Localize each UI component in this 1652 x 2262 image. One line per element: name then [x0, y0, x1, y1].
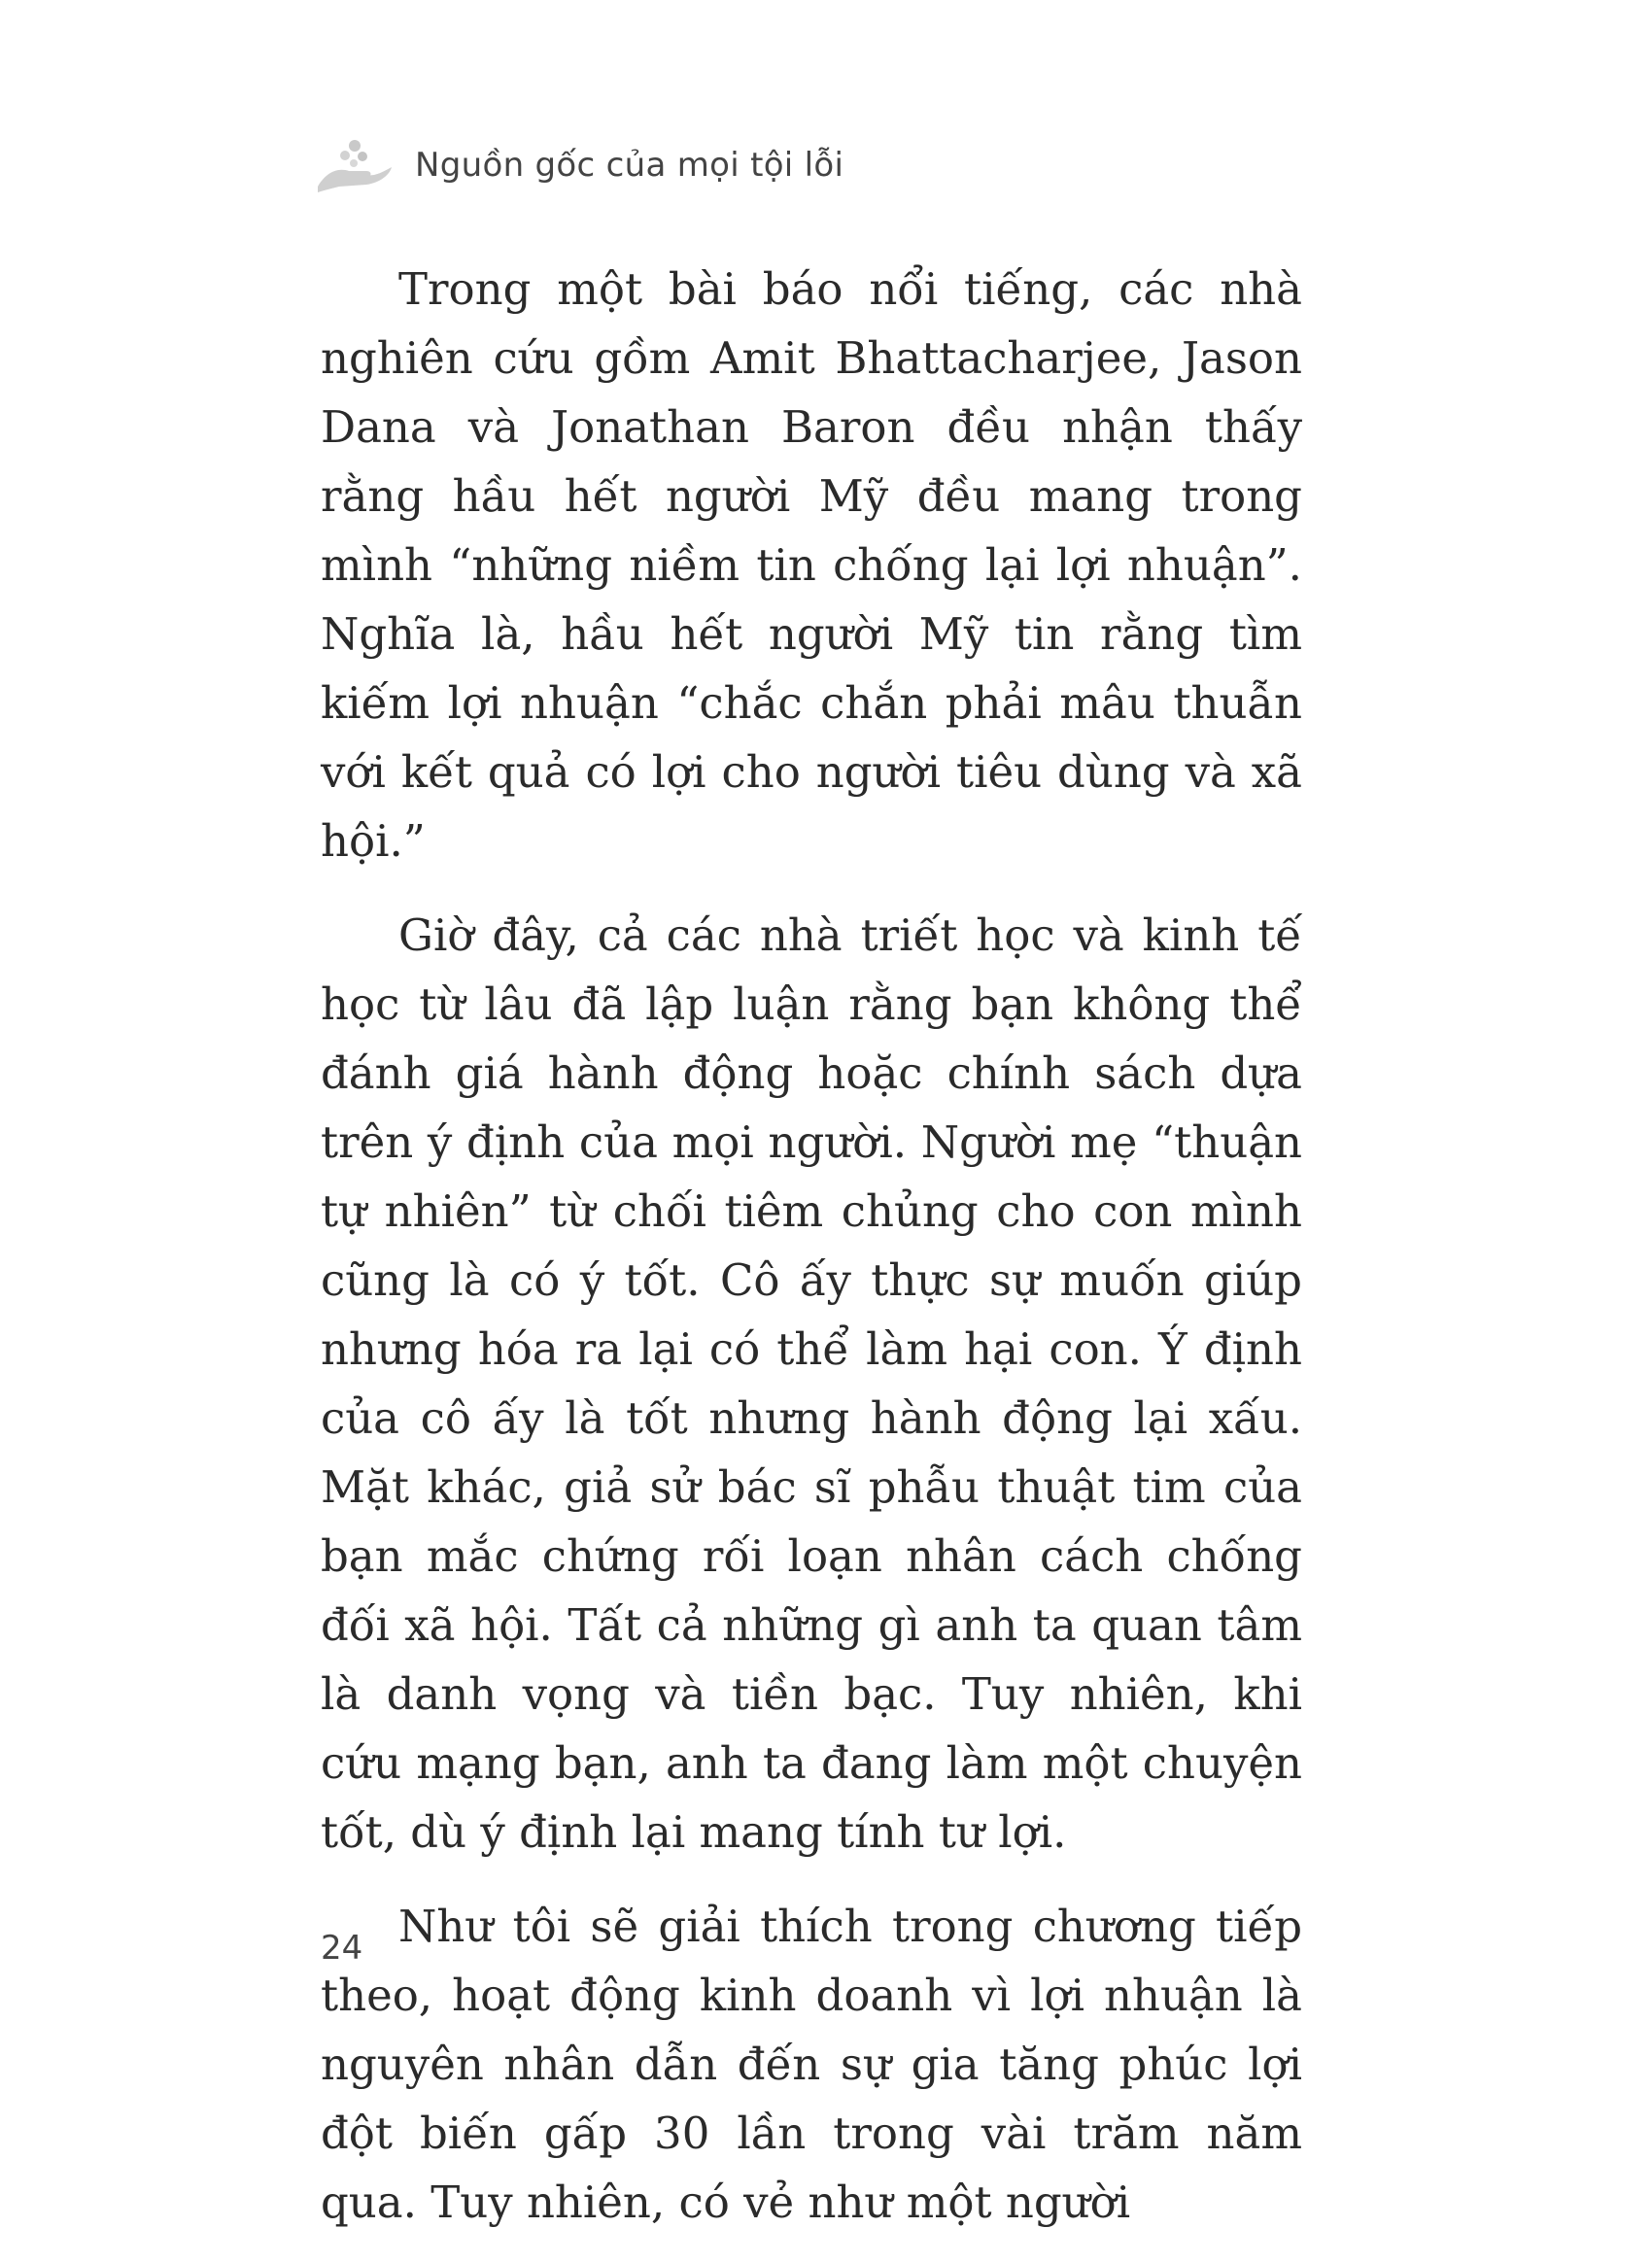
- paragraph: Trong một bài báo nổi tiếng, các nhà nghiên cứu gồm Amit Bhattacharjee, Jason Dana và Jonathan Baron đều nhận thấy rằng hầu hết người Mỹ đều mang trong mình “những niềm tin chống lại lợi nhuận”. Nghĩa là, hầu hết người Mỹ tin rằng tìm kiếm lợi nhuận “chắc chắn phải mâu thuẫn với kết quả có lợi cho người tiêu dùng và xã hội.”: [321, 263, 1302, 867]
- chapter-title: Nguồn gốc của mọi tội lỗi: [415, 146, 844, 185]
- paragraph: Giờ đây, cả các nhà triết học và kinh tế học từ lâu đã lập luận rằng bạn không thể đánh giá hành động hoặc chính sách dựa trên ý định của mọi người. Người mẹ “thuận tự nhiên” từ chối tiêm chủng cho con mình cũng là có ý tốt. Cô ấy thực sự muốn giúp nhưng hóa ra lại có thể làm hại con. Ý định của cô ấy là tốt nhưng hành động lại xấu. Mặt khác, giả sử bác sĩ phẫu thuật tim của bạn mắc chứng rối loạn nhân cách chống đối xã hội. Tất cả những gì anh ta quan tâm là danh vọng và tiền bạc. Tuy nhiên, khi cứu mạng bạn, anh ta đang làm một chuyện tốt, dù ý định lại mang tính tư lợi.: [321, 909, 1302, 1858]
- hand-holding-coins-icon: [316, 138, 394, 192]
- page-number: 24: [321, 1929, 363, 1968]
- body-text: [321, 255, 1302, 2262]
- running-header: [316, 136, 843, 194]
- paragraph: Như tôi sẽ giải thích trong chương tiếp theo, hoạt động kinh doanh vì lợi nhuận là nguyên nhân dẫn đến sự gia tăng phúc lợi đột biến gấp 30 lần trong vài trăm năm qua. Tuy nhiên, có vẻ như một người: [321, 1901, 1302, 2228]
